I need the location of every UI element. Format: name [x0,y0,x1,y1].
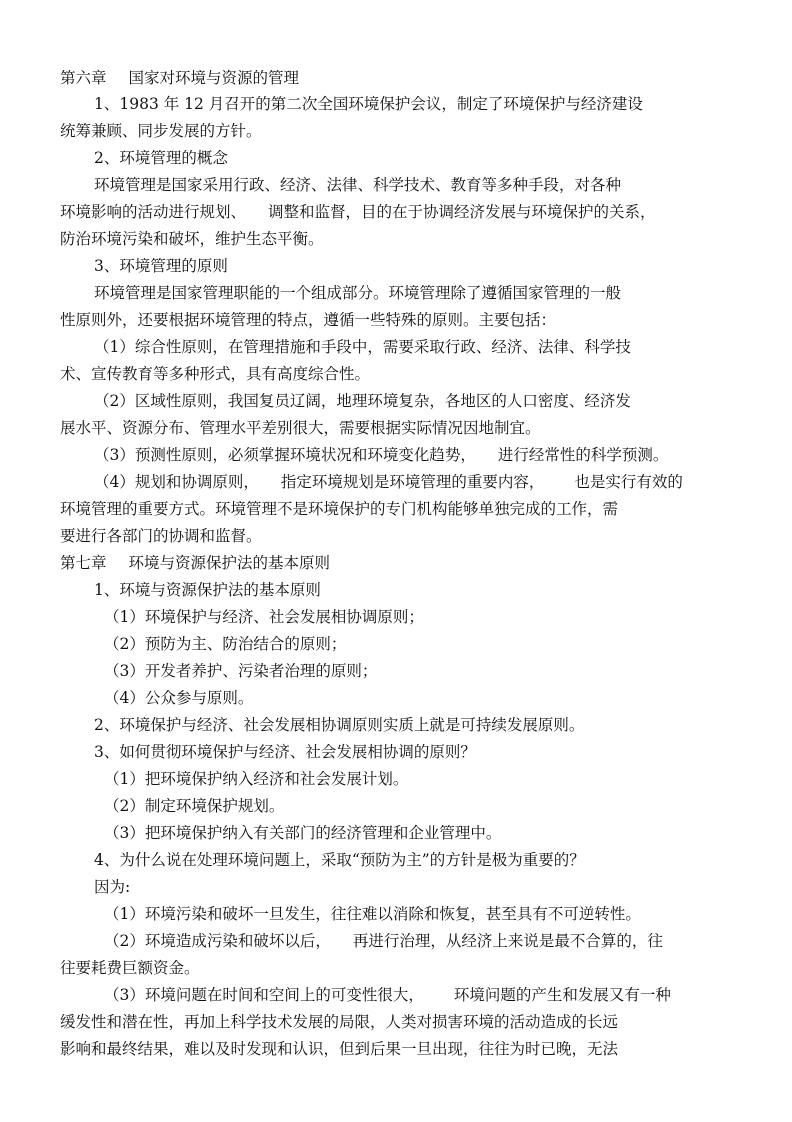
ch7-h3-item3: （3）把环境保护纳入有关部门的经济管理和企业管理中。 [104,824,502,842]
ch7-reason2-line2: 往要耗费巨额资金。 [60,959,200,977]
ch7-heading-2: 2、环境保护与经济、社会发展相协调原则实质上就是可持续发展原则。 [94,716,585,734]
ch7-reason2-part2: 再进行治理，从经济上来说是最不合算的，往 [352,932,663,950]
ch7-reason3-line3: 影响和最终结果，难以及时发现和认识，但到后果一旦出现，往往为时已晚，无法 [60,1040,619,1058]
ch7-reason3-part2: 环境问题的产生和发展又有一种 [453,986,671,1004]
ch6-item3-part2: 进行经常性的科学预测。 [497,446,669,464]
ch7-reason3-line1 [104,985,671,1005]
chapter-6-number: 第六章 [60,69,107,87]
ch7-heading-4: 4、为什么说在处理环境问题上，采取“预防为主”的方针是极为重要的？ [94,851,585,869]
ch7-h1-item4: （4）公众参与原则。 [104,689,254,707]
ch6-item2-line1: （2）区域性原则，我国复员辽阔，地理环境复杂，各地区的人口密度、经济发 [94,392,631,410]
ch6-para3-line1: 环境管理是国家管理职能的一个组成部分。环境管理除了遵循国家管理的一般 [94,284,622,302]
ch6-para3-line2: 性原则外，还要根据环境管理的特点，遵循一些特殊的原则。主要包括： [60,311,557,329]
ch7-reason1: （1）环境污染和破坏一旦发生，往往难以消除和恢复，甚至具有不可逆转性。 [104,905,641,923]
chapter-6-title [60,68,299,88]
chapter-6-heading: 国家对环境与资源的管理 [128,69,300,87]
ch7-h3-item2: （2）制定环境保护规划。 [104,797,285,815]
ch7-because: 因为: [94,878,131,896]
ch6-item1-line1: （1）综合性原则，在管理措施和手段中，需要采取行政、经济、法律、科学技 [94,338,631,356]
ch6-para1-line2: 统筹兼顾、同步发展的方针。 [60,122,262,140]
ch6-item4-line3: 要进行各部门的协调和监督。 [60,527,262,545]
ch6-item1-line2: 术、宣传教育等多种形式，具有高度综合性。 [60,365,371,383]
chapter-7-number: 第七章 [60,554,107,572]
ch7-h1-item3: （3）开发者养护、污染者治理的原则； [104,662,378,680]
ch7-h1-item2: （2）预防为主、防治结合的原则； [104,635,347,653]
ch7-heading-3: 3、如何贯彻环境保护与经济、社会发展相协调的原则？ [94,743,476,761]
ch6-heading-3: 3、环境管理的原则 [94,257,228,275]
ch6-para2-line2-part2: 调整和监督，目的在于协调经济发展与环境保护的关系， [268,203,656,221]
ch6-heading-2: 2、环境管理的概念 [94,149,228,167]
ch6-item4-part1: （4）规划和协调原则， [94,473,259,491]
ch6-para2-line3: 防治环境污染和破坏，维护生态平衡。 [60,230,324,248]
ch6-item4-line2: 环境管理的重要方式。环境管理不是环境保护的专门机构能够单独完成的工作，需 [60,500,619,518]
ch6-item2-line2: 展水平、资源分布、管理水平差别很大，需要根据实际情况因地制宜。 [60,419,541,437]
ch6-item3-part1: （3）预测性原则，必须掌握环境状况和环境变化趋势， [94,446,476,464]
ch7-heading-1: 1、环境与资源保护法的基本原则 [94,581,321,599]
ch6-para2-line1: 环境管理是国家采用行政、经济、法律、科学技术、教育等多种手段，对各种 [94,176,622,194]
ch6-para2-line2-part1: 环境影响的活动进行规划、 [60,203,247,221]
ch6-item4-line1 [94,472,683,492]
ch7-reason2-line1 [104,931,663,951]
ch6-item4-part3: 也是实行有效的 [574,473,683,491]
chapter-7-heading: 环境与资源保护法的基本原则 [128,554,331,572]
ch6-para2-line2 [60,202,656,222]
chapter-7-title [60,553,330,573]
ch7-reason3-part1: （3）环境问题在时间和空间上的可变性很大， [104,986,424,1004]
ch6-item3 [94,445,668,465]
ch7-h3-item1: （1）把环境保护纳入经济和社会发展计划。 [104,770,409,788]
ch6-para1-line1: 1、1983 年 12 月召开的第二次全国环境保护会议，制定了环境保护与经济建设 [94,95,643,113]
ch7-reason2-part1: （2）环境造成污染和破坏以后， [104,932,331,950]
ch7-h1-item1: （1）环境保护与经济、社会发展相协调原则； [104,608,424,626]
ch6-item4-part2: 指定环境规划是环境管理的重要内容， [280,473,545,491]
ch7-reason3-line2: 缓发性和潜在性，再加上科学技术发展的局限，人类对损害环境的活动造成的长远 [60,1013,619,1031]
